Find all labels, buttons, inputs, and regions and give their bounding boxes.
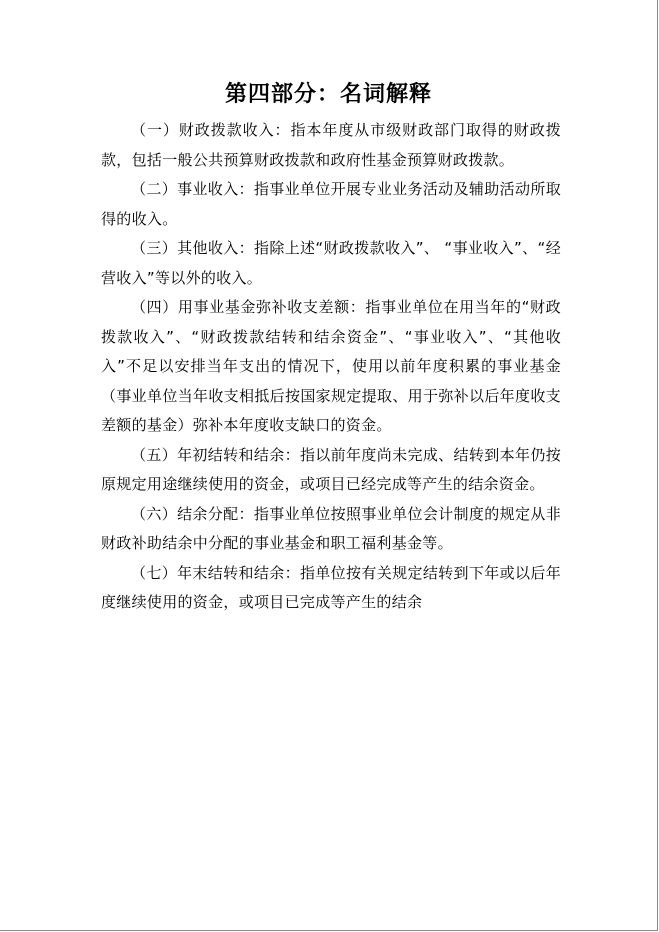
paragraph-business-income: （二）事业收入：指事业单位开展专业业务活动及辅助活动所取得的收入。 [101,180,561,228]
paragraph-fiscal-appropriation-income: （一）财政拨款收入：指本年度从市级财政部门取得的财政拨款，包括一般公共预算财政拨款和政府性基金预算财政拨款。 [101,121,561,169]
page-title: 第四部分：名词解释 [224,82,432,107]
paragraph-closing-carryover: （七）年末结转和结余：指单位按有关规定结转到下年或以后年度继续使用的资金，或项目已完成等产生的结余 [101,563,561,611]
paragraph-other-income: （三）其他收入：指除上述“财政拨款收入”、 “事业收入”、“经营收入”等以外的收入。 [101,239,561,287]
paragraph-opening-carryover: （五）年初结转和结余：指以前年度尚未完成、结转到本年仍按原规定用途继续使用的资金，或项目已经完成等产生的结余资金。 [101,445,561,493]
paragraph-surplus-distribution: （六）结余分配：指事业单位按照事业单位会计制度的规定从非财政补助结余中分配的事业基金和职工福利基金等。 [101,504,561,552]
paragraph-business-fund-offset: （四）用事业基金弥补收支差额：指事业单位在用当年的“财政拨款收入”、“财政拨款结转和结余资金”、“事业收入”、“其他收入”不足以安排当年支出的情况下，使用以前年度积累的事业基金（事业单位当年收支相抵后按国家规定提取、用于弥补以后年度收支差额的基金）弥补本年度收支缺口的资金。 [101,298,561,434]
document-body [101,116,561,618]
